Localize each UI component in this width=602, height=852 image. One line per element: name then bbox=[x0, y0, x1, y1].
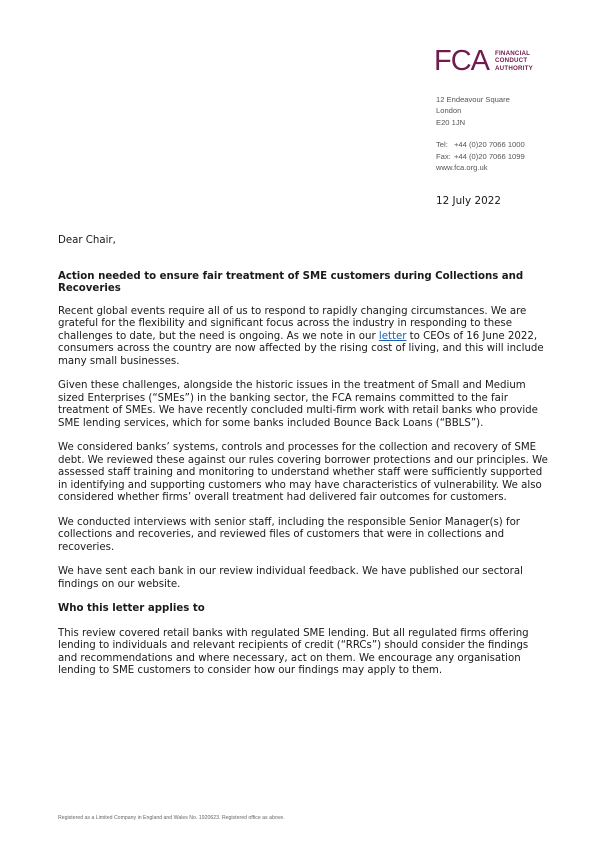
letter-heading: Action needed to ensure fair treatment of SME customers during Collections and Recoveries bbox=[58, 270, 524, 294]
logo-mark: FCA bbox=[434, 45, 489, 77]
letter-date: 12 July 2022 bbox=[436, 195, 501, 207]
tel-label: Tel: bbox=[436, 140, 448, 150]
tel-row bbox=[436, 139, 525, 150]
fca-logo bbox=[434, 45, 533, 77]
logo-wordmark bbox=[495, 50, 533, 72]
paragraph-4: We conducted interviews with senior staff, including the responsible Senior Manager(s) for collections and recoveries, and reviewed files of customers that were in collections and recoveries. bbox=[58, 516, 520, 553]
fax-label: Fax: bbox=[436, 151, 451, 161]
footer-note: Registered as a Limited Company in England and Wales No. 1920623. Registered office as above. bbox=[58, 815, 285, 821]
paragraph-5: We have sent each bank in our review individual feedback. We have published our sectoral findings on our website. bbox=[58, 566, 523, 590]
letter-link[interactable]: letter bbox=[378, 330, 407, 342]
paragraph-6: This review covered retail banks with regulated SME lending. But all regulated firms offering lending to individuals and relevant recipients of credit (“RRCs”) should consider the findings and recommendations and where necessary, act on them. We encourage any organisation lending to SME customers to consider how our findings may apply to them. bbox=[58, 627, 529, 676]
address-line-2: London bbox=[436, 106, 462, 116]
fax-row bbox=[436, 151, 525, 162]
paragraph-1-start: Recent global events require all of us to respond to rapidly changing circumstances. We are grateful for the flexibility and significant focus across the industry in responding to these challenges to date, but the need is ongoing. As we note in our bbox=[58, 305, 527, 342]
salutation: Dear Chair, bbox=[58, 235, 116, 246]
logo-line-3: AUTHORITY bbox=[495, 64, 533, 72]
address-line-3: E20 1JN bbox=[436, 117, 466, 127]
paragraph-1 bbox=[58, 306, 550, 369]
logo-line-2: CONDUCT bbox=[495, 57, 528, 65]
fax-number: +44 (0)20 7066 1099 bbox=[454, 151, 525, 161]
letter-body bbox=[58, 235, 550, 690]
paragraph-3: We considered banks’ systems, controls and processes for the collection and recovery of SME debt. We reviewed these against our rules covering borrower protections and our principles. We assessed staff training and monitoring to understand whether staff were sufficiently supported in identifying and supporting customers who may have characteristics of vulnerability. We also considered whether firms’ overall treatment had delivered fair outcomes for customers. bbox=[58, 442, 548, 503]
website: www.fca.org.uk bbox=[436, 163, 488, 173]
address-line-1: 12 Endeavour Square bbox=[436, 95, 510, 104]
sender-address bbox=[436, 94, 525, 173]
tel-number: +44 (0)20 7066 1000 bbox=[454, 140, 525, 150]
paragraph-2: Given these challenges, alongside the historic issues in the treatment of Small and Medium sized Enterprises (“SMEs”) in the banking sector, the FCA remains committed to the fair treatment of SMEs. We have recently concluded multi-firm work with retail banks who provide SME lending services, which for some banks included Bounce Back Loans (“BBLS”). bbox=[58, 380, 538, 429]
logo-line-1: FINANCIAL bbox=[495, 49, 531, 57]
paragraph-1-end: to CEOs of 16 June 2022, consumers across the country are now affected by the rising cost of living, and this will include many small businesses. bbox=[58, 330, 544, 367]
section-heading: Who this letter applies to bbox=[58, 603, 205, 614]
